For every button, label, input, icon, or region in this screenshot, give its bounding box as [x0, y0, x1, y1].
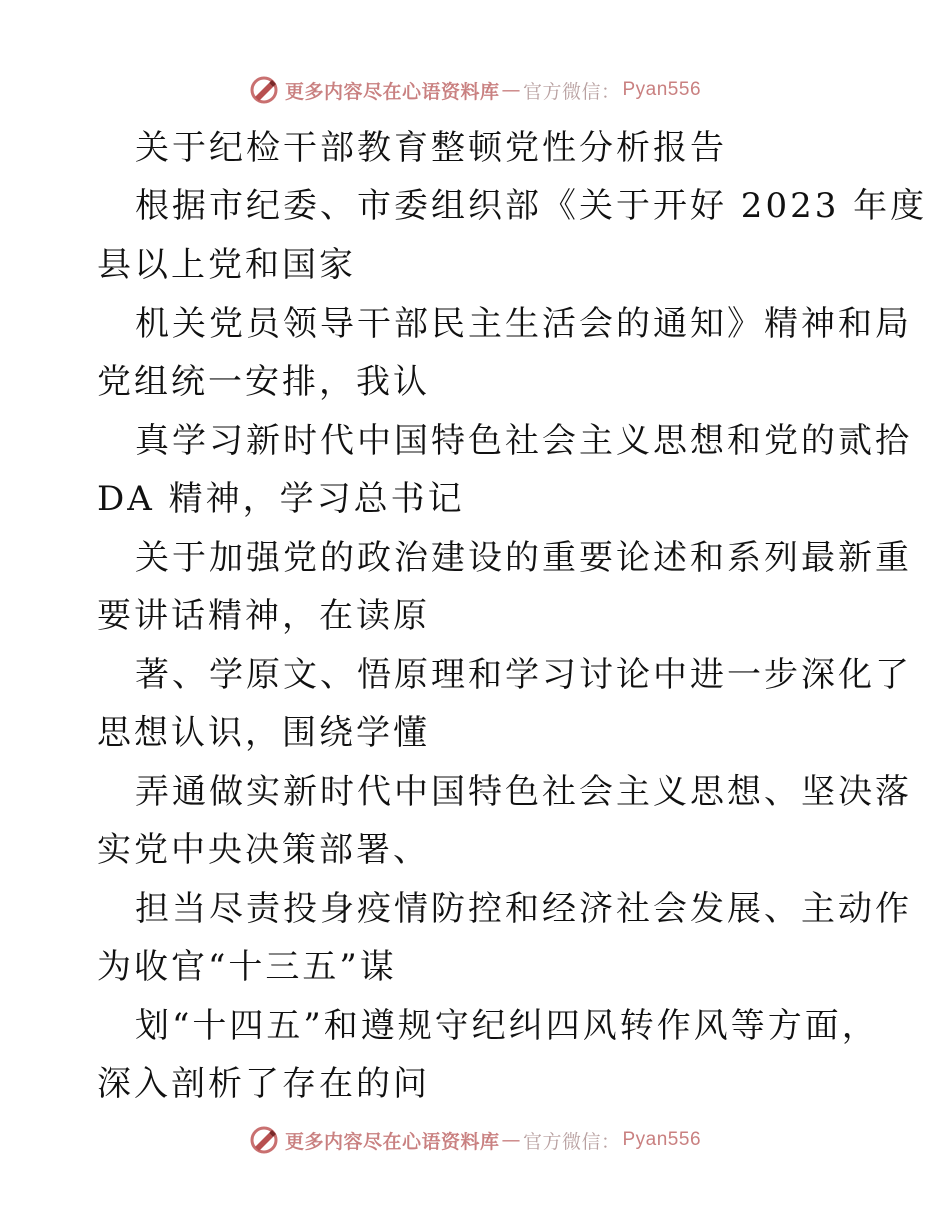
- paragraph-line: 真学习新时代中国特色社会主义思想和党的贰拾: [135, 421, 912, 461]
- document-title: 关于纪检干部教育整顿党性分析报告: [135, 128, 727, 168]
- watermark-sub-text: 官方微信：: [522, 80, 621, 103]
- watermark-sub-text: 官方微信：: [522, 1130, 621, 1153]
- paragraph-line: 县以上党和国家: [97, 245, 356, 285]
- paragraph-line: 担当尽责投身疫情防控和经济社会发展、主动作: [135, 889, 912, 929]
- watermark-wechat-id: Pyan556: [622, 79, 702, 100]
- paragraph-line: 为收官“十三五”谋: [97, 947, 397, 987]
- pen-logo-icon: [249, 1125, 279, 1155]
- paragraph-line: 党组统一安排，我认: [97, 362, 430, 402]
- paragraph-line: 划“十四五”和遵规守纪纠四风转作风等方面，: [135, 1006, 879, 1046]
- paragraph-line: 关于加强党的政治建设的重要论述和系列最新重: [135, 538, 912, 578]
- paragraph-line: DA 精神，学习总书记: [97, 479, 465, 519]
- paragraph-line: 弄通做实新时代中国特色社会主义思想、坚决落: [135, 772, 912, 812]
- watermark-header: [0, 70, 950, 110]
- paragraph-line: 机关党员领导干部民主生活会的通知》精神和局: [135, 304, 912, 344]
- paragraph-line: 实党中央决策部署、: [97, 830, 430, 870]
- paragraph-line: 深入剖析了存在的问: [97, 1064, 430, 1104]
- paragraph-line: 要讲话精神，在读原: [97, 596, 430, 636]
- watermark-footer: [0, 1120, 950, 1160]
- watermark-dash: —: [501, 79, 521, 101]
- watermark-main-text: 更多内容尽在心语资料库: [284, 1130, 500, 1153]
- watermark-main-text: 更多内容尽在心语资料库: [284, 80, 500, 103]
- paragraph-line: 著、学原文、悟原理和学习讨论中进一步深化了: [135, 655, 912, 695]
- paragraph-line: 根据市纪委、市委组织部《关于开好 2023 年度: [135, 186, 928, 226]
- paragraph-line: 思想认识，围绕学懂: [97, 713, 430, 753]
- watermark-wechat-id: Pyan556: [622, 1129, 702, 1150]
- watermark-dash: —: [501, 1129, 521, 1151]
- pen-logo-icon: [249, 75, 279, 105]
